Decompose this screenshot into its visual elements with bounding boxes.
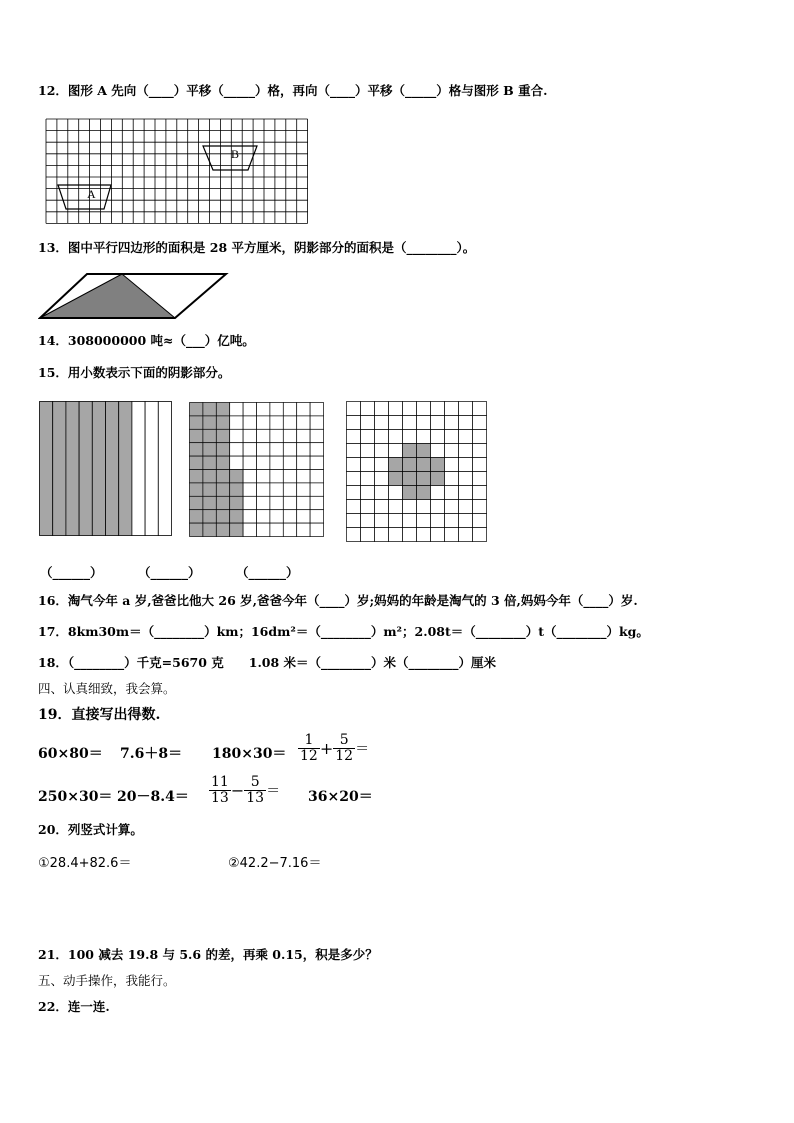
q16-text: 16．淘气今年 a 岁,爸爸比他大 26 岁,爸爸今年（____）岁;妈妈的年龄是淘气的 3 倍,妈妈今年（____）岁.	[38, 593, 638, 608]
grid-cell	[203, 443, 216, 456]
grid-cell	[270, 496, 283, 509]
grid-cell	[243, 416, 256, 429]
q14-text: 14．308000000 吨≈（___）亿吨。	[38, 333, 255, 348]
grid-cell	[445, 486, 459, 500]
grid-cell	[310, 523, 323, 536]
grid-cell	[473, 486, 487, 500]
grid-cell	[473, 444, 487, 458]
grid-cell	[417, 528, 431, 542]
grid-cell	[257, 510, 270, 523]
grid-cell	[445, 500, 459, 514]
grid-cell	[347, 514, 361, 528]
grid-cell	[375, 486, 389, 500]
grid-cell	[417, 458, 431, 472]
grid-cell	[403, 458, 417, 472]
grid-cell	[230, 416, 243, 429]
grid-cell	[389, 402, 403, 416]
grid-cell	[473, 528, 487, 542]
grid-cell	[310, 416, 323, 429]
grid-cell	[270, 483, 283, 496]
grid-cell	[389, 528, 403, 542]
grid-cell	[473, 458, 487, 472]
grid-cell	[417, 416, 431, 430]
grid-cell	[473, 416, 487, 430]
grid-cell	[243, 456, 256, 469]
grid-cell	[310, 443, 323, 456]
grid-cell	[190, 510, 203, 523]
grid-cell	[459, 430, 473, 444]
grid-cell	[375, 416, 389, 430]
grid-cell	[297, 443, 310, 456]
grid-cell	[257, 456, 270, 469]
grid-cell	[431, 472, 445, 486]
grid-cell	[190, 496, 203, 509]
grid-cell	[190, 403, 203, 416]
grid-cell	[347, 430, 361, 444]
grid-cell	[445, 416, 459, 430]
grid-cell	[283, 403, 296, 416]
grid-cell	[473, 402, 487, 416]
grid-cell	[431, 458, 445, 472]
grid-cell	[375, 472, 389, 486]
grid-cell	[347, 458, 361, 472]
grid-cell	[297, 456, 310, 469]
grid-cell	[190, 470, 203, 483]
section5-heading: 五、动手操作，我能行。	[38, 973, 176, 988]
grid-cell	[216, 483, 229, 496]
q19-calc-1: 60×80＝	[38, 746, 103, 762]
grid-cell	[230, 523, 243, 536]
grid-cell	[389, 444, 403, 458]
grid-cell	[473, 472, 487, 486]
section4-heading: 四、认真细致，我会算。	[38, 681, 176, 696]
grid-cell	[203, 470, 216, 483]
grid-cell	[216, 403, 229, 416]
grid-cell	[257, 416, 270, 429]
grid-cell	[243, 483, 256, 496]
grid-cell	[270, 523, 283, 536]
grid-cell	[417, 402, 431, 416]
strip	[79, 402, 92, 536]
grid-cell	[403, 528, 417, 542]
grid-cell	[216, 429, 229, 442]
grid-cell	[389, 514, 403, 528]
grid-cell	[445, 444, 459, 458]
q19-calc-6: 36×20＝	[308, 789, 373, 805]
grid-cell	[403, 444, 417, 458]
grid-cell	[310, 456, 323, 469]
grid-cell	[459, 486, 473, 500]
grid-cell	[389, 416, 403, 430]
grid-cell	[389, 458, 403, 472]
grid-cell	[389, 486, 403, 500]
grid-cell	[459, 500, 473, 514]
strip	[40, 402, 53, 536]
grid-cell	[310, 470, 323, 483]
grid-cell	[283, 456, 296, 469]
q19-title: 19．直接写出得数.	[38, 707, 161, 723]
grid-cell	[431, 528, 445, 542]
grid-cell	[459, 416, 473, 430]
grid-cell	[283, 523, 296, 536]
grid-cell	[403, 402, 417, 416]
q20-title: 20．列竖式计算。	[38, 822, 143, 837]
grid-cell	[243, 496, 256, 509]
grid-cell	[361, 444, 375, 458]
grid-cell	[459, 402, 473, 416]
grid-cell	[403, 430, 417, 444]
grid-cell	[417, 444, 431, 458]
grid-cell	[270, 456, 283, 469]
grid-cell	[347, 472, 361, 486]
q15-figure-grid-l	[189, 402, 325, 538]
grid-cell	[216, 470, 229, 483]
grid-cell	[203, 483, 216, 496]
grid-cell	[216, 523, 229, 536]
grid-cell	[459, 444, 473, 458]
q12-grid-figure	[45, 118, 309, 226]
grid-cell	[230, 510, 243, 523]
grid-cell	[283, 496, 296, 509]
q19-calc-5: 20－8.4＝	[117, 789, 189, 805]
grid-cell	[243, 510, 256, 523]
q15-answer-2: （______）	[138, 565, 201, 580]
grid-cell	[283, 470, 296, 483]
grid-cell	[473, 514, 487, 528]
grid-cell	[361, 458, 375, 472]
grid-cell	[431, 514, 445, 528]
grid-cell	[431, 500, 445, 514]
strip	[145, 402, 158, 536]
q15-text: 15．用小数表示下面的阴影部分。	[38, 365, 231, 380]
q19-calc-frac-1: $\frac{1}{12}$ + $\frac{5}{12}$ ＝	[300, 732, 370, 764]
q17-text: 17．8km30m＝（________）km；16dm²＝（________）m²；2.08t＝（________）t（________）kg。	[38, 624, 649, 639]
grid-cell	[375, 458, 389, 472]
grid-cell	[216, 456, 229, 469]
grid-cell	[375, 500, 389, 514]
grid-cell	[375, 528, 389, 542]
shaded-triangle	[40, 274, 175, 318]
grid-cell	[310, 510, 323, 523]
q15-figure-strips	[39, 401, 173, 537]
grid-cell	[216, 496, 229, 509]
grid-cell	[203, 496, 216, 509]
grid-cell	[230, 443, 243, 456]
grid-cell	[375, 514, 389, 528]
grid-cell	[257, 523, 270, 536]
grid-cell	[375, 430, 389, 444]
q19-calc-frac-2: $\frac{11}{13}$ − $\frac{5}{13}$ ＝	[211, 774, 281, 806]
grid-cell	[270, 470, 283, 483]
grid-cell	[431, 486, 445, 500]
q20-item-1: ①28.4+82.6＝	[38, 856, 132, 871]
grid-cell	[270, 416, 283, 429]
q15-answer-1: （______）	[40, 565, 103, 580]
grid-cell	[243, 429, 256, 442]
q19-calc-3: 180×30＝	[212, 746, 287, 762]
grid-cell	[203, 429, 216, 442]
grid-cell	[347, 528, 361, 542]
grid-cell	[445, 402, 459, 416]
q21-text: 21．100 减去 19.8 与 5.6 的差，再乘 0.15，积是多少？	[38, 947, 378, 962]
q20-item-2: ②42.2−7.16＝	[228, 856, 322, 871]
grid-cell	[283, 443, 296, 456]
q19-calc-4: 250×30＝	[38, 789, 113, 805]
grid-cell	[361, 514, 375, 528]
grid-cell	[270, 443, 283, 456]
grid-cell	[203, 416, 216, 429]
q22-text: 22．连一连.	[38, 999, 110, 1014]
grid-cell	[190, 456, 203, 469]
q15-answer-3: （______）	[236, 565, 299, 580]
grid-cell	[375, 402, 389, 416]
strip	[106, 402, 119, 536]
grid-cell	[297, 429, 310, 442]
grid-cell	[283, 416, 296, 429]
grid-cell	[431, 416, 445, 430]
q15-figure-grid-cross	[346, 401, 488, 543]
q12-text: 12．图形 A 先向（____）平移（_____）格，再向（____）平移（_____）格与图形 B 重合.	[38, 83, 548, 98]
grid-cell	[431, 444, 445, 458]
grid-cell	[361, 528, 375, 542]
shape-b-label: B	[231, 147, 240, 161]
grid-cell	[283, 510, 296, 523]
grid-cell	[361, 486, 375, 500]
grid-cell	[310, 429, 323, 442]
grid-cell	[257, 429, 270, 442]
grid-cell	[310, 483, 323, 496]
grid-cell	[417, 430, 431, 444]
grid-cell	[445, 528, 459, 542]
grid-cell	[243, 403, 256, 416]
grid-cell	[431, 430, 445, 444]
grid-cell	[431, 402, 445, 416]
grid-cell	[417, 472, 431, 486]
grid-cell	[445, 514, 459, 528]
grid-cell	[243, 523, 256, 536]
grid-cell	[190, 429, 203, 442]
grid-cell	[270, 429, 283, 442]
grid-cell	[403, 416, 417, 430]
grid-cell	[257, 403, 270, 416]
strip	[66, 402, 79, 536]
strip	[132, 402, 145, 536]
grid-cell	[361, 472, 375, 486]
grid-cell	[403, 514, 417, 528]
grid-cell	[297, 523, 310, 536]
grid-cell	[297, 496, 310, 509]
grid-cell	[190, 483, 203, 496]
grid-cell	[270, 403, 283, 416]
grid-cell	[257, 483, 270, 496]
grid-cell	[230, 470, 243, 483]
grid-cell	[216, 416, 229, 429]
grid-cell	[389, 500, 403, 514]
strip	[119, 402, 132, 536]
grid-cell	[403, 500, 417, 514]
grid-cell	[230, 403, 243, 416]
grid-cell	[203, 403, 216, 416]
grid-cell	[310, 403, 323, 416]
grid-cell	[257, 496, 270, 509]
grid-cell	[361, 500, 375, 514]
grid-cell	[417, 500, 431, 514]
grid-cell	[270, 510, 283, 523]
grid-cell	[190, 523, 203, 536]
grid-cell	[230, 456, 243, 469]
grid-cell	[230, 429, 243, 442]
grid-cell	[297, 510, 310, 523]
grid-cell	[283, 483, 296, 496]
grid-cell	[203, 523, 216, 536]
grid-cell	[347, 444, 361, 458]
grid-cell	[216, 443, 229, 456]
grid-cell	[417, 486, 431, 500]
strip	[158, 402, 171, 536]
grid-cell	[459, 514, 473, 528]
grid-cell	[297, 470, 310, 483]
grid-cell	[361, 402, 375, 416]
grid-cell	[297, 483, 310, 496]
grid-cell	[403, 472, 417, 486]
grid-cell	[473, 500, 487, 514]
grid-cell	[445, 458, 459, 472]
grid-cell	[361, 416, 375, 430]
grid-cell	[347, 500, 361, 514]
grid-cell	[297, 416, 310, 429]
grid-cell	[257, 470, 270, 483]
strip	[53, 402, 66, 536]
q19-calc-2: 7.6＋8＝	[120, 746, 183, 762]
grid-cell	[417, 514, 431, 528]
grid-cell	[403, 486, 417, 500]
shape-b	[203, 146, 257, 170]
grid-cell	[203, 456, 216, 469]
shape-a-label: A	[87, 187, 96, 201]
grid-cell	[389, 430, 403, 444]
grid-cell	[310, 496, 323, 509]
grid-cell	[389, 472, 403, 486]
grid-cell	[459, 528, 473, 542]
grid-cell	[283, 429, 296, 442]
grid-cell	[445, 472, 459, 486]
grid-cell	[257, 443, 270, 456]
q18-text: 18．（________）千克=5670 克 1.08 米＝（________）米（________）厘米	[38, 655, 497, 670]
grid-cell	[375, 444, 389, 458]
grid-cell	[347, 486, 361, 500]
q13-text: 13．图中平行四边形的面积是 28 平方厘米，阴影部分的面积是（________）。	[38, 240, 476, 255]
grid-cell	[216, 510, 229, 523]
grid-cell	[361, 430, 375, 444]
grid-cell	[190, 443, 203, 456]
grid-cell	[473, 430, 487, 444]
grid-cell	[445, 430, 459, 444]
grid-cell	[297, 403, 310, 416]
grid-cell	[459, 472, 473, 486]
grid-cell	[347, 402, 361, 416]
grid-cell	[347, 416, 361, 430]
grid-cell	[230, 496, 243, 509]
grid-cell	[459, 458, 473, 472]
grid-cell	[190, 416, 203, 429]
strip	[92, 402, 105, 536]
grid-cell	[230, 483, 243, 496]
grid-cell	[203, 510, 216, 523]
grid-cell	[243, 443, 256, 456]
grid-cell	[243, 470, 256, 483]
q13-parallelogram-figure	[38, 272, 230, 322]
